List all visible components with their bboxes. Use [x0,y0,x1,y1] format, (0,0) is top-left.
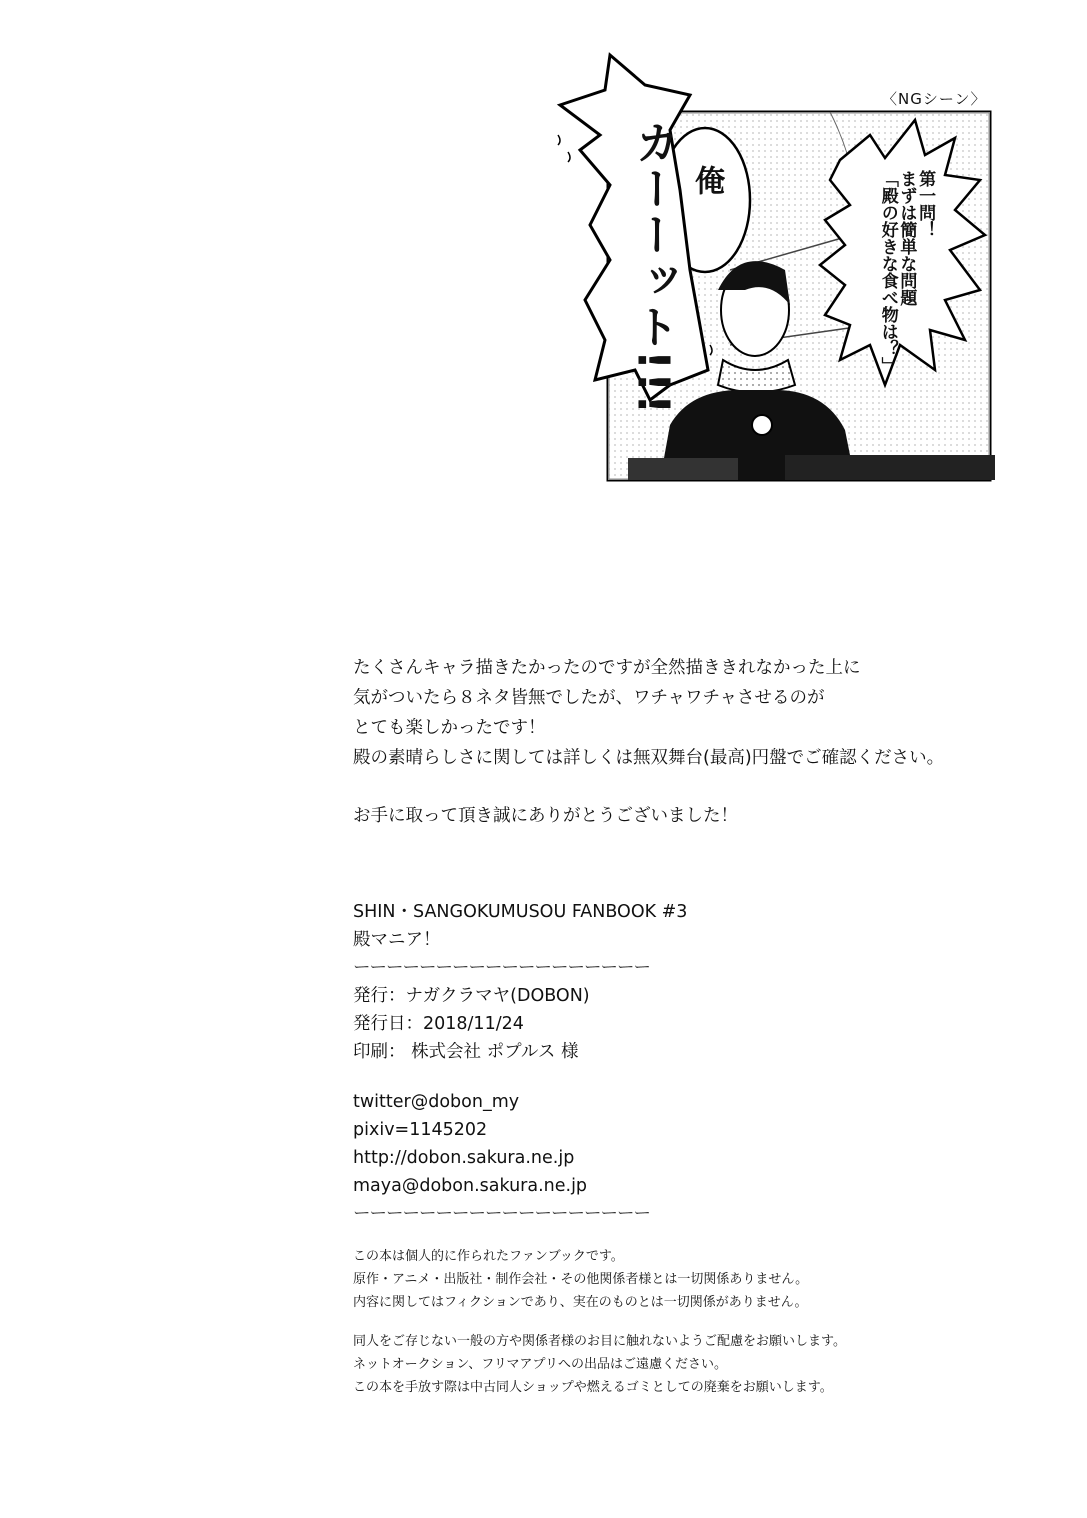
colophon [353,898,687,1228]
divider-rule: ーーーーーーーーーーーーーーーーーー [353,958,650,978]
cut-shout: カーーット!!! [627,120,679,417]
publisher: 発行：ナガクラマヤ(DOBON) [353,986,590,1006]
notice-line: 内容に関してはフィクションであり、実在のものとは一切関係がありません。 [353,1295,808,1310]
question-text [878,170,934,374]
question-line-2: まずは簡単な問題 [896,170,917,306]
publish-date: 発行日：2018/11/24 [353,1014,524,1034]
email-address: maya@dobon.sakura.ne.jp [353,1176,588,1196]
series-title: SHIN・SANGOKUMUSOU FANBOOK #3 [353,902,688,922]
afterword-line: たくさんキャラ描きたかったのですが全然描ききれなかった上に [353,658,861,678]
divider-rule: ーーーーーーーーーーーーーーーーーー [353,1204,650,1224]
disclaimer-notice [353,1245,846,1399]
afterword-line: 殿の素晴らしさに関しては詳しくは無双舞台(最高)円盤でご確認ください。 [353,748,945,768]
website-url: http://dobon.sakura.ne.jp [353,1148,575,1168]
question-line-3: 「殿の好きな食べ物は？」 [877,170,898,374]
notice-line: 同人をご存じない一般の方や関係者様のお目に触れないようご配慮をお願いします。 [353,1334,846,1349]
question-line-1: 第一問！ [915,170,936,238]
afterword [353,653,944,831]
book-title: 殿マニア！ [353,930,441,950]
pixiv-id: pixiv=1145202 [353,1120,488,1140]
notice-line: この本は個人的に作られたファンブックです。 [353,1249,624,1264]
notice-line: ネットオークション、フリマアプリへの出品はご遠慮ください。 [353,1357,728,1372]
afterword-line: とても楽しかったです！ [353,718,546,738]
ng-scene-label: 〈NGシーン〉 [882,90,987,108]
manga-panel [540,40,1000,500]
twitter-handle: twitter@dobon_my [353,1092,520,1112]
printer: 印刷： 株式会社 ポプルス 様 [353,1042,579,1062]
ore-text: 俺 [689,165,724,195]
notice-line: この本を手放す際は中古同人ショップや燃えるゴミとしての廃棄をお願いします。 [353,1380,833,1395]
thanks-line: お手に取って頂き誠にありがとうございました！ [353,806,738,826]
notice-line: 原作・アニメ・出版社・制作会社・その他関係者様とは一切関係ありません。 [353,1272,809,1287]
afterword-line: 気がついたら８ネタ皆無でしたが、ワチャワチャさせるのが [353,688,825,708]
